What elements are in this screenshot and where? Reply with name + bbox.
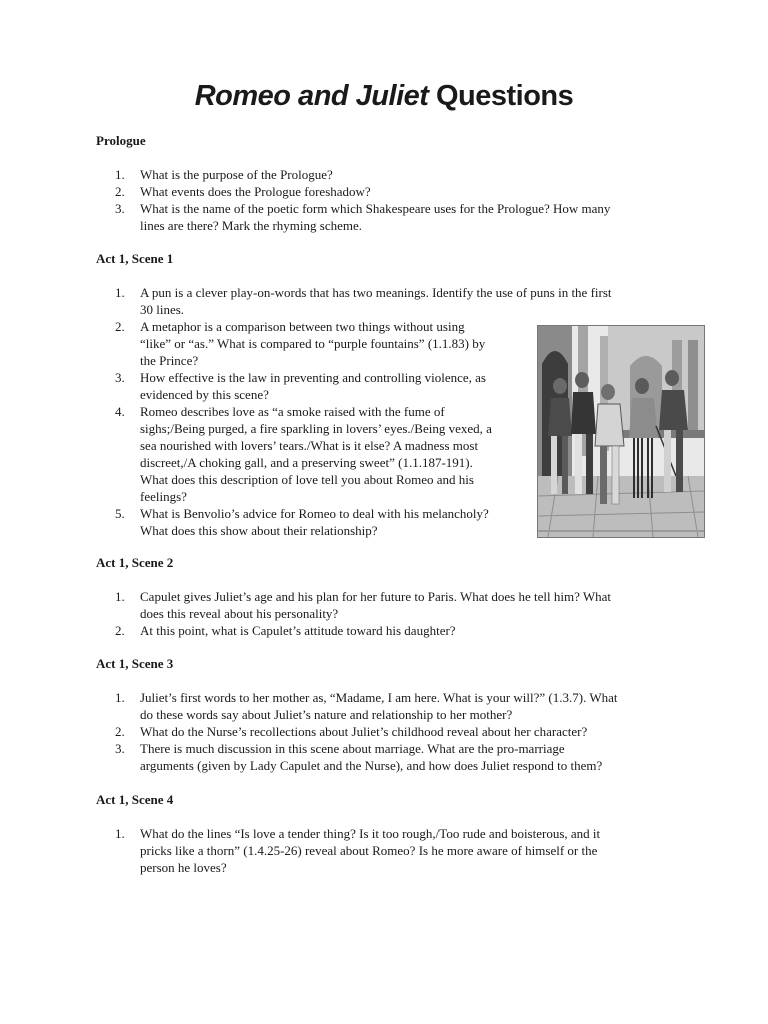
title-italic: Romeo and Juliet	[194, 80, 429, 112]
item-text: What do the lines “Is love a tender thing? Is it too rough,/Too rude and boisterous, and it pricks like a thorn” (1.4.25-26) reveal about Romeo? Is he more aware of himself or the person he loves?	[140, 826, 601, 875]
list-item	[96, 284, 686, 318]
item-number: 2.	[115, 623, 125, 638]
item-number: 3.	[115, 370, 125, 385]
item-number: 1.	[115, 589, 125, 604]
illustration-street-scene	[537, 325, 705, 538]
item-text: Juliet’s first words to her mother as, “Madame, I am here. What is your will?” (1.3.7). What do these words say about Juliet’s nature and relationship to her mother?	[140, 690, 618, 722]
item-text: What is the purpose of the Prologue?	[140, 167, 333, 182]
list-item	[96, 689, 686, 723]
item-text: At this point, what is Capulet’s attitude toward his daughter?	[140, 623, 456, 638]
section-act1-scene2	[96, 554, 686, 639]
list-item	[96, 183, 686, 200]
list-item	[96, 723, 686, 740]
section-heading: Act 1, Scene 4	[96, 792, 174, 807]
question-list	[96, 588, 686, 639]
list-item	[96, 825, 686, 876]
section-prologue	[96, 132, 686, 234]
item-number: 2.	[115, 319, 125, 334]
question-list	[96, 689, 686, 774]
item-number: 3.	[115, 201, 125, 216]
item-text: Capulet gives Juliet’s age and his plan for her future to Paris. What does he tell him? What does this reveal about his personality?	[140, 589, 612, 621]
item-text: Romeo describes love as “a smoke raised with the fume of sighs;/Being purged, a fire sparkling in lovers’ eyes./Being vexed, a sea nourished with lovers’ tears./What is it else? A madness most discreet,/A choking gall, and a preserving sweet” (1.1.187-191). What does this description of love tell you about Romeo and his feelings?	[140, 404, 492, 504]
item-text: What is the name of the poetic form which Shakespeare uses for the Prologue? How many lines are there? Mark the rhyming scheme.	[140, 201, 611, 233]
section-act1-scene4	[96, 791, 686, 876]
item-text: What is Benvolio’s advice for Romeo to deal with his melancholy? What does this show about their relationship?	[140, 506, 489, 538]
item-number: 4.	[115, 404, 125, 419]
list-item	[96, 588, 686, 622]
item-text: A metaphor is a comparison between two things without using “like” or “as.” What is compared to “purple fountains” (1.1.83) by the Prince?	[140, 319, 486, 368]
item-number: 1.	[115, 690, 125, 705]
section-heading: Act 1, Scene 3	[96, 656, 174, 671]
page-title	[0, 80, 768, 113]
list-item	[96, 740, 686, 774]
item-text: There is much discussion in this scene about marriage. What are the pro-marriage arguments (given by Lady Capulet and the Nurse), and how does Juliet respond to them?	[140, 741, 603, 773]
item-number: 1.	[115, 285, 125, 300]
item-number: 1.	[115, 167, 125, 182]
list-item	[96, 622, 686, 639]
item-text: How effective is the law in preventing and controlling violence, as evidenced by this scene?	[140, 370, 486, 402]
title-rest: Questions	[428, 80, 574, 112]
item-text: A pun is a clever play-on-words that has two meanings. Identify the use of puns in the first 30 lines.	[140, 285, 612, 317]
section-act1-scene3	[96, 655, 686, 774]
item-number: 2.	[115, 724, 125, 739]
item-text: What events does the Prologue foreshadow?	[140, 184, 371, 199]
item-number: 5.	[115, 506, 125, 521]
list-item	[96, 200, 686, 234]
question-list	[96, 825, 686, 876]
section-heading: Act 1, Scene 2	[96, 555, 174, 570]
street-scene-drawing	[538, 326, 704, 537]
section-heading: Act 1, Scene 1	[96, 251, 174, 266]
item-text: What do the Nurse’s recollections about Juliet’s childhood reveal about her character?	[140, 724, 588, 739]
item-number: 2.	[115, 184, 125, 199]
item-number: 1.	[115, 826, 125, 841]
item-number: 3.	[115, 741, 125, 756]
list-item	[96, 166, 686, 183]
question-list	[96, 166, 686, 234]
section-heading: Prologue	[96, 133, 146, 148]
